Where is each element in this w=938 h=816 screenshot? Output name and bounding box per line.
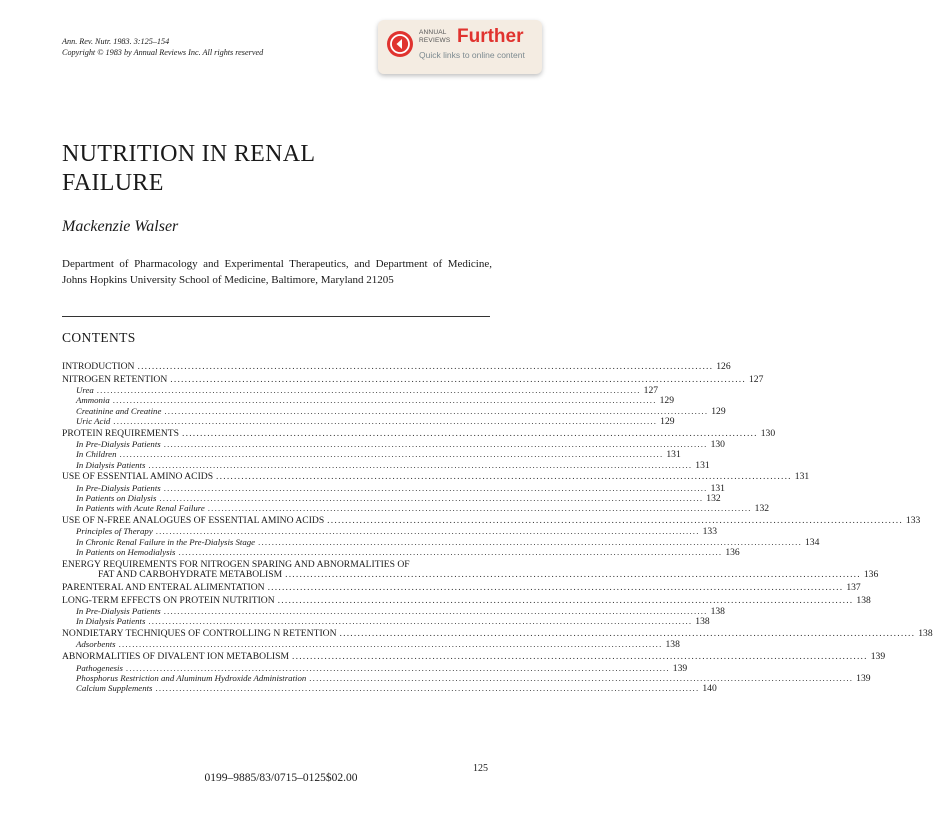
- page-number: 125: [473, 763, 488, 774]
- toc-entry-title: LONG-TERM EFFECTS ON PROTEIN NUTRITION: [62, 594, 275, 606]
- toc-entry-page: 129: [711, 405, 726, 417]
- toc-leader-dots: ................................................................................................................................................................: [155, 526, 700, 537]
- toc-subentry[interactable]: [62, 482, 725, 494]
- toc-leader-dots: ................................................................................................................................................................: [182, 427, 758, 439]
- contents-heading: CONTENTS: [62, 330, 136, 345]
- toc-leader-dots: ................................................................................................................................................................: [309, 672, 854, 683]
- toc-entry-title: In Patients with Acute Renal Failure: [76, 503, 205, 514]
- toc-entry-page: 137: [846, 581, 861, 593]
- toc-subentry[interactable]: [62, 547, 740, 559]
- article-title-line-1: NUTRITION IN RENAL: [62, 141, 316, 167]
- journal-citation-block: [62, 36, 263, 58]
- toc-entry-title: Ammonia: [76, 395, 110, 406]
- journal-citation: Ann. Rev. Nutr. 1983. 3:125–154: [62, 37, 170, 46]
- toc-entry-title: ABNORMALITIES OF DIVALENT ION METABOLISM: [62, 651, 289, 663]
- toc-entry-page: 131: [710, 482, 725, 494]
- toc-leader-dots: ................................................................................................................................................................: [292, 651, 868, 663]
- toc-entry-page: 139: [856, 672, 871, 684]
- toc-subentry[interactable]: [62, 526, 717, 538]
- toc-entry-page: 138: [856, 594, 871, 606]
- toc-subentry[interactable]: [62, 606, 725, 618]
- toc-entry-title: In Chronic Renal Failure in the Pre-Dialysis Stage: [76, 536, 256, 547]
- toc-leader-dots: ................................................................................................................................................................: [118, 639, 663, 650]
- toc-entry[interactable]: [62, 651, 886, 663]
- toc-entry[interactable]: [62, 361, 731, 372]
- toc-entry-page: 127: [749, 373, 764, 385]
- toc-entry-page: 131: [695, 459, 710, 471]
- toc-leader-dots: ................................................................................................................................................................: [159, 493, 704, 504]
- toc-entry-page: 132: [706, 493, 721, 505]
- toc-entry-page: 139: [870, 651, 886, 663]
- article-code: 0199–9885/83/0715–0125$02.00: [204, 772, 358, 784]
- toc-entry-title: In Dialysis Patients: [76, 459, 146, 470]
- toc-entry-page: 133: [702, 526, 717, 538]
- toc-leader-dots: ................................................................................................................................................................: [163, 439, 708, 450]
- toc-entry-title: In Dialysis Patients: [76, 616, 146, 627]
- journal-copyright: Copyright © 1983 by Annual Reviews Inc. All rights reserved: [62, 48, 264, 57]
- toc-subentry[interactable]: [62, 385, 659, 397]
- toc-subentry[interactable]: [62, 536, 820, 548]
- toc-leader-dots: ................................................................................................................................................................: [119, 449, 664, 460]
- toc-entry-title: PARENTERAL AND ENTERAL ALIMENTATION: [62, 581, 265, 593]
- toc-leader-dots: ................................................................................................................................................................: [339, 628, 916, 640]
- toc-entry-title: Urea: [76, 385, 94, 396]
- toc-subentry[interactable]: [62, 616, 710, 628]
- toc-entry-title: In Patients on Hemodialysis: [76, 547, 176, 558]
- toc-subentry[interactable]: [62, 672, 871, 684]
- toc-leader-dots: ................................................................................................................................................................: [285, 569, 861, 581]
- toc-leader-dots: ................................................................................................................................................................: [155, 683, 700, 694]
- toc-entry-title: In Pre-Dialysis Patients: [76, 606, 161, 617]
- toc-entry-title: Uric Acid: [76, 415, 111, 426]
- toc-leader-dots: ................................................................................................................................................................: [178, 547, 723, 558]
- toc-subentry[interactable]: [62, 683, 717, 695]
- toc-leader-dots: ................................................................................................................................................................: [267, 581, 844, 593]
- toc-entry-page: 129: [660, 415, 675, 427]
- toc-entry-title: NONDIETARY TECHNIQUES OF CONTROLLING N RETENTION: [62, 628, 337, 640]
- toc-entry[interactable]: [62, 427, 776, 439]
- toc-entry-page: 126: [716, 361, 731, 372]
- toc-leader-dots: ................................................................................................................................................................: [163, 482, 708, 493]
- toc-entry-title: Creatinine and Creatine: [76, 405, 162, 416]
- toc-entry-title: Principles of Therapy: [76, 526, 153, 537]
- toc-entry-page: 134: [804, 536, 820, 548]
- toc-entry-page: 129: [659, 395, 674, 407]
- toc-entry-title: USE OF ESSENTIAL AMINO ACIDS: [62, 471, 214, 483]
- article-title: [62, 140, 315, 198]
- toc-subentry[interactable]: [62, 459, 710, 471]
- toc-subentry[interactable]: [62, 662, 688, 674]
- toc-entry[interactable]: [62, 594, 871, 606]
- table-of-contents: [62, 361, 933, 695]
- toc-leader-dots: ................................................................................................................................................................: [170, 373, 746, 385]
- toc-entry-title: ENERGY REQUIREMENTS FOR NITROGEN SPARING AND ABNORMALITIES OF: [62, 558, 410, 570]
- toc-leader-dots: ................................................................................................................................................................: [137, 361, 714, 372]
- toc-entry-title: FAT AND CARBOHYDRATE METABOLISM: [98, 569, 283, 581]
- toc-entry-title: Pathogenesis: [76, 662, 123, 673]
- badge-further: Further: [457, 26, 524, 47]
- toc-leader-dots: ................................................................................................................................................................: [113, 415, 658, 426]
- toc-leader-dots: ................................................................................................................................................................: [96, 385, 641, 396]
- toc-entry-title: Adsorbents: [76, 639, 116, 650]
- badge-annual: ANNUAL: [419, 29, 447, 36]
- badge-reviews: REVIEWS: [419, 36, 451, 44]
- toc-entry-title: In Pre-Dialysis Patients: [76, 439, 161, 450]
- toc-subentry[interactable]: [62, 639, 680, 651]
- toc-entry-page: 131: [794, 471, 810, 483]
- toc-entry-title: NITROGEN RETENTION: [62, 373, 168, 385]
- toc-entry-page: 136: [863, 569, 879, 581]
- toc-entry-page: 132: [754, 503, 770, 515]
- toc-leader-dots: ................................................................................................................................................................: [327, 515, 903, 527]
- toc-leader-dots: ................................................................................................................................................................: [277, 594, 854, 606]
- toc-entry-title: In Pre-Dialysis Patients: [76, 482, 161, 493]
- toc-entry-title: USE OF N-FREE ANALOGUES OF ESSENTIAL AMINO ACIDS: [62, 515, 325, 527]
- toc-entry[interactable]: [62, 628, 933, 640]
- toc-entry-title: INTRODUCTION: [62, 361, 135, 372]
- toc-leader-dots: ................................................................................................................................................................: [258, 536, 802, 547]
- toc-leader-dots: ................................................................................................................................................................: [216, 471, 792, 483]
- toc-leader-dots: ................................................................................................................................................................: [125, 662, 670, 673]
- toc-leader-dots: ................................................................................................................................................................: [163, 606, 708, 617]
- section-divider: [62, 316, 490, 317]
- toc-entry-page: 127: [643, 385, 659, 397]
- toc-entry[interactable]: [62, 471, 810, 483]
- toc-leader-dots: ................................................................................................................................................................: [207, 503, 752, 514]
- toc-subentry[interactable]: [62, 439, 725, 451]
- author-affiliation: Department of Pharmacology and Experimental Therapeutics, and Department of Medicine, Johns Hopkins University School of Medicine, Baltimore, Maryland 21205: [62, 258, 492, 286]
- toc-leader-dots: ................................................................................................................................................................: [112, 395, 657, 406]
- toc-entry-title: PROTEIN REQUIREMENTS: [62, 427, 179, 439]
- toc-entry-page: 136: [725, 547, 740, 559]
- toc-entry-page: 133: [905, 515, 921, 527]
- badge-tagline: Quick links to online content: [419, 50, 525, 60]
- toc-leader-dots: ................................................................................................................................................................: [148, 459, 693, 470]
- toc-entry[interactable]: [62, 373, 764, 385]
- toc-entry[interactable]: [62, 581, 861, 593]
- toc-entry-page: 138: [665, 639, 680, 651]
- toc-entry-page: 140: [702, 683, 717, 695]
- toc-entry[interactable]: [62, 569, 879, 581]
- toc-entry-title: Phosphorus Restriction and Aluminum Hydroxide Administration: [76, 672, 307, 683]
- article-title-line-2: FAILURE: [62, 170, 164, 196]
- badge-publisher: [419, 29, 450, 44]
- toc-entry-page: 139: [672, 662, 688, 674]
- toc-subentry[interactable]: [62, 449, 681, 461]
- toc-subentry[interactable]: [62, 405, 726, 417]
- toc-subentry[interactable]: [62, 493, 721, 505]
- toc-entry-page: 131: [666, 449, 681, 461]
- article-author: Mackenzie Walser: [62, 218, 179, 235]
- toc-entry-title: In Children: [76, 449, 117, 460]
- toc-entry[interactable]: [62, 515, 921, 527]
- toc-entry-page: 138: [918, 628, 933, 640]
- toc-entry-title: In Patients on Dialysis: [76, 493, 157, 504]
- further-links-badge[interactable]: [378, 20, 542, 74]
- toc-entry-page: 138: [710, 606, 725, 618]
- toc-subentry[interactable]: [62, 395, 674, 407]
- toc-entry-page: 130: [760, 427, 776, 439]
- play-arrow-icon: [387, 31, 413, 57]
- toc-subentry[interactable]: [62, 503, 770, 515]
- toc-entry-title: Calcium Supplements: [76, 683, 153, 694]
- toc-leader-dots: ................................................................................................................................................................: [148, 616, 693, 627]
- toc-entry-page: 138: [695, 616, 710, 628]
- toc-subentry[interactable]: [62, 415, 675, 427]
- toc-leader-dots: ................................................................................................................................................................: [164, 405, 709, 416]
- toc-entry-page: 130: [710, 439, 725, 451]
